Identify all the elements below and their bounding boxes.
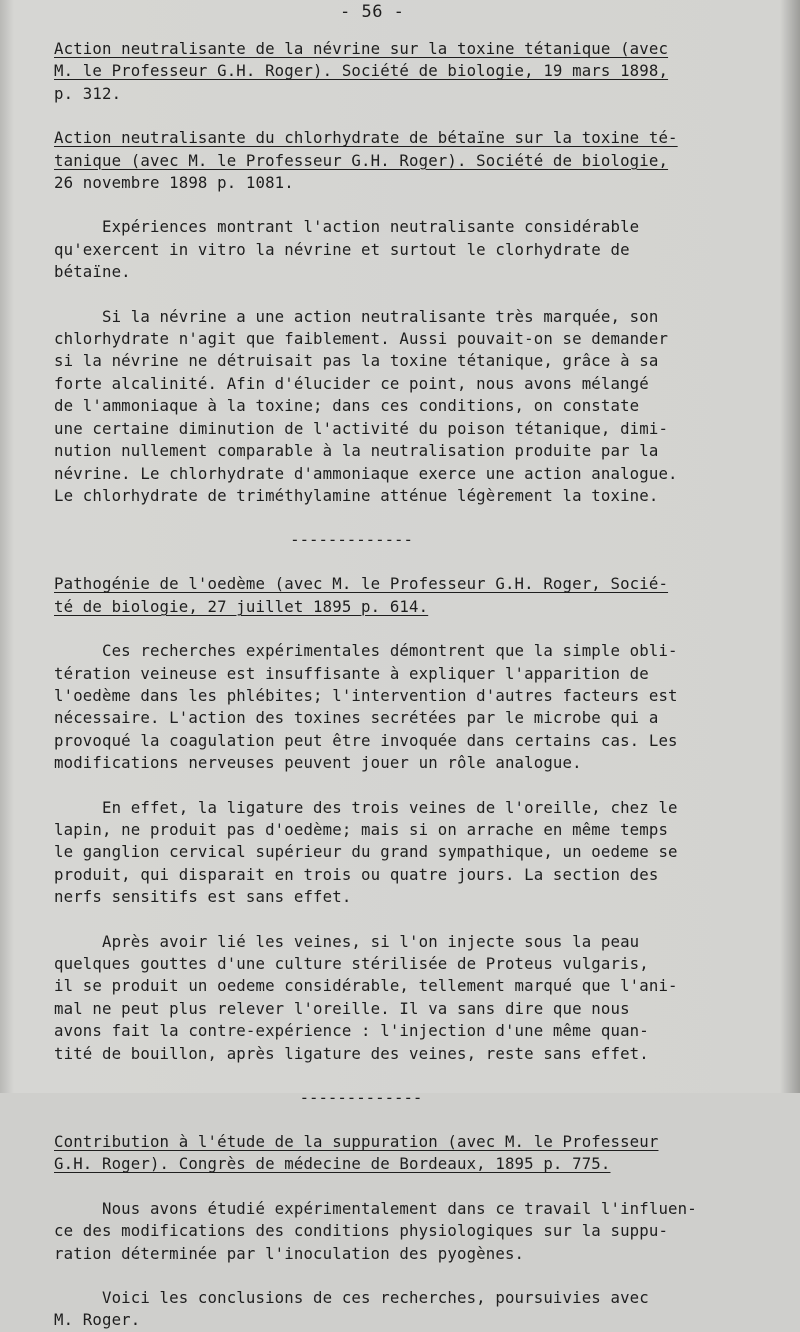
entry-title-line: G.H. Roger). Congrès de médecine de Bordeaux, 1895 p. 775.	[54, 1154, 611, 1174]
paragraph: Expériences montrant l'action neutralisante considérable qu'exercent in vitro la névrine et surtout le clorhydrate de bétaïne.	[54, 217, 640, 282]
entry-citation-line: 26 novembre 1898 p. 1081.	[54, 173, 294, 193]
entry-title-line: Contribution à l'étude de la suppuration (avec M. le Professeur	[54, 1132, 659, 1152]
entry-title-line: Action neutralisante du chlorhydrate de bétaïne sur la toxine té-	[54, 128, 678, 148]
bibliography-entry-4	[54, 1131, 754, 1332]
entry-title-line: té de biologie, 27 juillet 1895 p. 614.	[54, 596, 429, 616]
paragraph: En effet, la ligature des trois veines de l'oreille, chez le lapin, ne produit pas d'oedème; mais si on arrache en même temps le ganglion cervical supérieur du grand sympathique, un oedeme se produit, qui disparait en trois ou quatre jours. La section des nerfs sensitifs est sans effet.	[54, 797, 678, 907]
entry-citation-line: p. 312.	[54, 83, 122, 103]
paragraph: Après avoir lié les veines, si l'on injecte sous la peau quelques gouttes d'une culture stérilisée de Proteus vulgaris, il se produit un oedeme considérable, tellement marqué que l'ani- mal ne peut plus relever l'oreille. Il va sans dire que nous avons fait la contre-expérience : l'injection d'une même quan- tité de bouillon, après ligature des veines, reste sans effet.	[54, 931, 678, 1063]
bibliography-entry-2	[54, 127, 754, 507]
paragraph: Ces recherches expérimentales démontrent que la simple obli- tération veineuse est insuffisante à expliquer l'apparition de l'oedème dans les phlébites; l'intervention d'autres facteurs est nécessaire. L'action des toxines secrétées par le microbe qui a provoqué la coagulation peut être invoquée dans certains cas. Les modifications nerveuses peuvent jouer un rôle analogue.	[54, 641, 678, 773]
paragraph: Nous avons étudié expérimentalement dans ce travail l'influen- ce des modifications des conditions physiologiques sur la suppu- ration déterminée par l'inoculation des pyogènes.	[54, 1198, 697, 1263]
bibliography-entry-3	[54, 573, 754, 1065]
entry-title-line: Pathogénie de l'oedème (avec M. le Professeur G.H. Roger, Socié-	[54, 574, 669, 594]
entry-title	[54, 573, 754, 618]
bibliography-entry-1	[54, 38, 754, 105]
entry-title-line: Action neutralisante de la névrine sur la toxine tétanique (avec	[54, 39, 669, 58]
page-number: - 56 -	[340, 2, 405, 22]
paragraph: Voici les conclusions de ces recherches, poursuivies avec M. Roger.	[54, 1288, 649, 1330]
entry-title-line: M. le Professeur G.H. Roger). Société de biologie, 19 mars 1898,	[54, 61, 669, 81]
document-body	[54, 38, 754, 1332]
section-separator: -------------	[290, 530, 413, 550]
paragraph: Si la névrine a une action neutralisante très marquée, son chlorhydrate n'agit que faiblement. Aussi pouvait-on se demander si la névrine ne détruisait pas la toxine tétanique, grâce à sa forte alcalinité. Afin d'élucider ce point, nous avons mélangé de l'ammoniaque à la toxine; dans ces conditions, on constate une certaine diminution de l'activité du poison tétanique, dimi- nution nullement comparable à la neutralisation produite par la névrine. Le chlorhydrate d'ammoniaque exerce une action analogue. Le chlorhydrate de triméthylamine atténue légèrement la toxine.	[54, 306, 678, 505]
entry-title-line: tanique (avec M. le Professeur G.H. Roger). Société de biologie,	[54, 150, 669, 170]
entry-title	[54, 1131, 754, 1176]
entry-title	[54, 127, 754, 194]
section-separator: -------------	[299, 1088, 423, 1108]
entry-title	[54, 38, 754, 105]
